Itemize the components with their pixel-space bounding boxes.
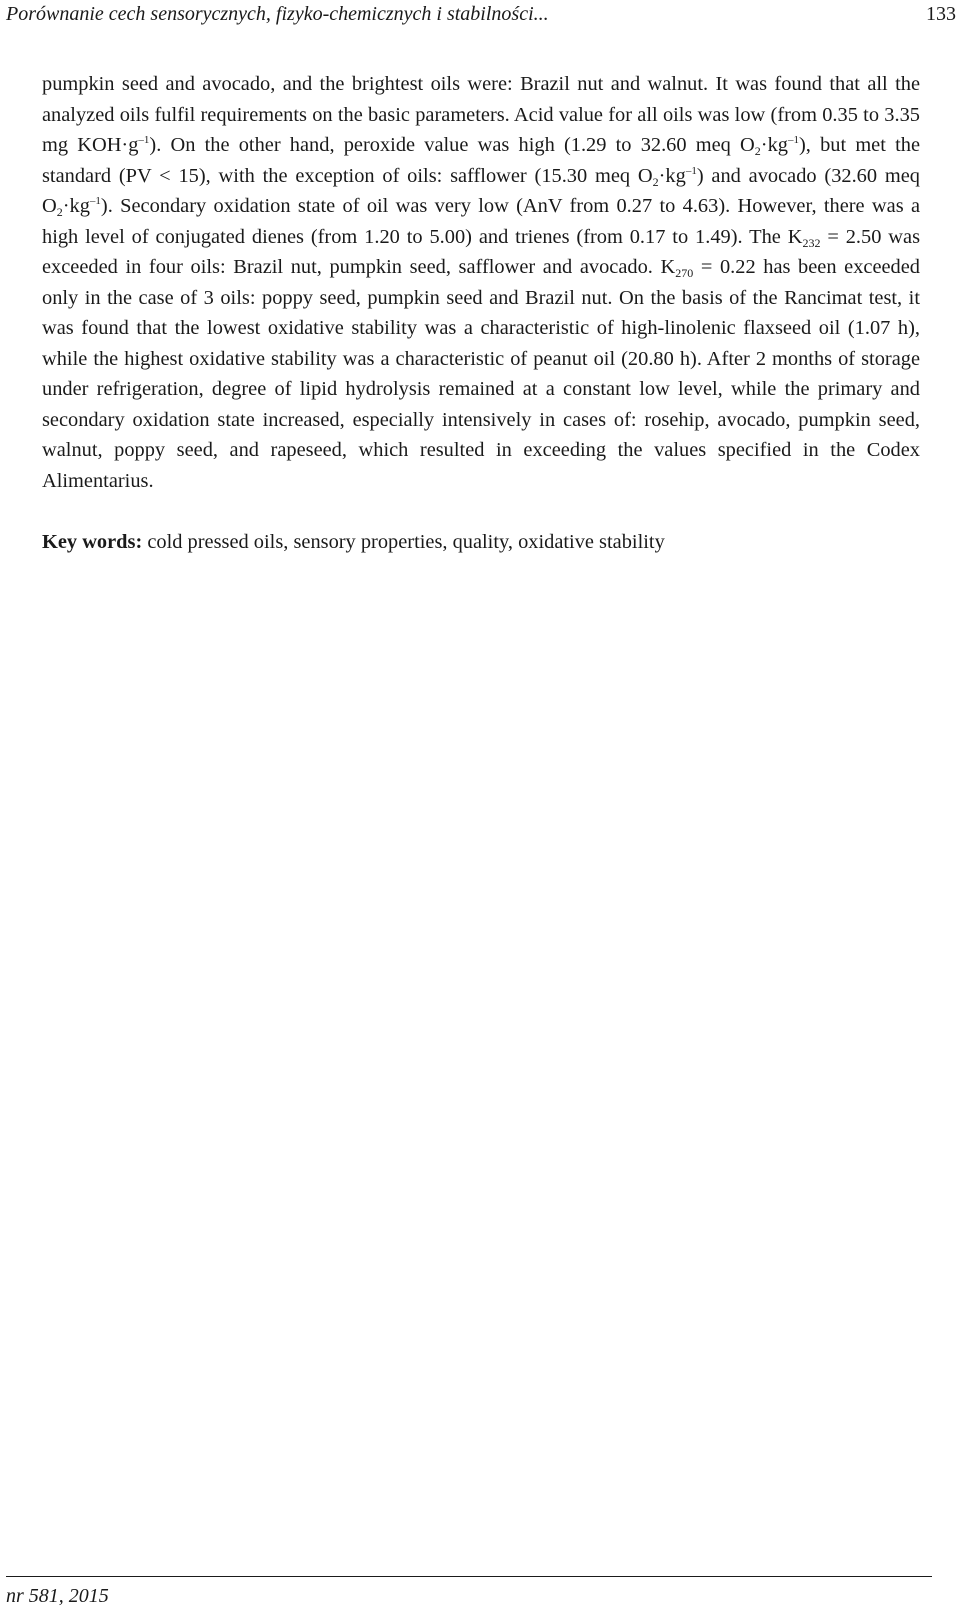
page-number: 133 xyxy=(926,3,956,25)
abstract-text-segment: pumpkin seed and avocado, and the brightest oils were: Brazil nut and walnut. It was found that all the analyzed oils fulfil requirements on the basic parameters. Acid value for all oils was low (from 0.35 to 3.35 mg KOH·g xyxy=(42,73,920,156)
abstract-paragraph xyxy=(42,69,920,496)
running-header xyxy=(6,0,960,34)
keywords-line xyxy=(42,527,920,557)
keywords-label: Key words: xyxy=(42,531,143,553)
abstract-text-segment: ). On the other hand, peroxide value was high (1.29 to 32.60 meq O xyxy=(149,134,755,156)
abstract-text-segment: ). Secondary oxidation state of oil was very low (AnV from 0.27 to 4.63). However, there was a high level of conjugated dienes (from 1.20 to 5.00) and trienes (from 0.17 to 1.49). The K xyxy=(42,195,920,248)
running-header-title: Porównanie cech sensorycznych, fizyko-chemicznych i stabilności... xyxy=(6,3,549,25)
superscript: –1 xyxy=(787,134,799,146)
subscript: 232 xyxy=(802,235,821,250)
footer-divider xyxy=(6,1576,932,1577)
subscript: 2 xyxy=(56,205,63,219)
abstract-text-segment: = 0.22 has been exceeded only in the case of 3 oils: poppy seed, pumpkin seed and Brazil nut. On the basis of the Rancimat test, it was found that the lowest oxidative stability was a characteristic of high-linolenic flaxseed oil (1.07 h), while the highest oxidative stability was a characteristic of peanut oil (20.80 h). After 2 months of storage under refrigeration, degree of lipid hydrolysis remained at a constant low level, while the primary and secondary oxidation state increased, especially intensively in cases of: rosehip, avocado, pumpkin seed, walnut, poppy seed, and rapeseed, which resulted in exceeding the values specified in the Codex Alimentarius. xyxy=(42,256,920,492)
abstract-body xyxy=(42,69,920,496)
abstract-text-segment: ) and avocado (32.60 meq O xyxy=(42,164,920,217)
abstract-text-segment: ·kg xyxy=(62,195,90,217)
superscript: –1 xyxy=(89,195,101,207)
abstract-text-segment: = 2.50 was exceeded in four oils: Brazil nut, pumpkin seed, safflower and avocado. K xyxy=(42,225,921,278)
abstract-text-segment: ), but met the standard (PV < 15), with the exception of oils: safflower (15.30 meq O xyxy=(42,134,920,187)
subscript: 2 xyxy=(652,174,659,189)
abstract-text-segment: ·kg xyxy=(760,134,788,156)
superscript: –1 xyxy=(685,164,697,177)
keywords-text: cold pressed oils, sensory properties, quality, oxidative stability xyxy=(142,531,665,553)
subscript: 270 xyxy=(675,266,694,280)
abstract-text-segment: ·kg xyxy=(658,164,686,187)
footer-issue: nr 581, 2015 xyxy=(6,1585,109,1607)
subscript: 2 xyxy=(754,144,761,158)
superscript: –1 xyxy=(138,134,150,146)
